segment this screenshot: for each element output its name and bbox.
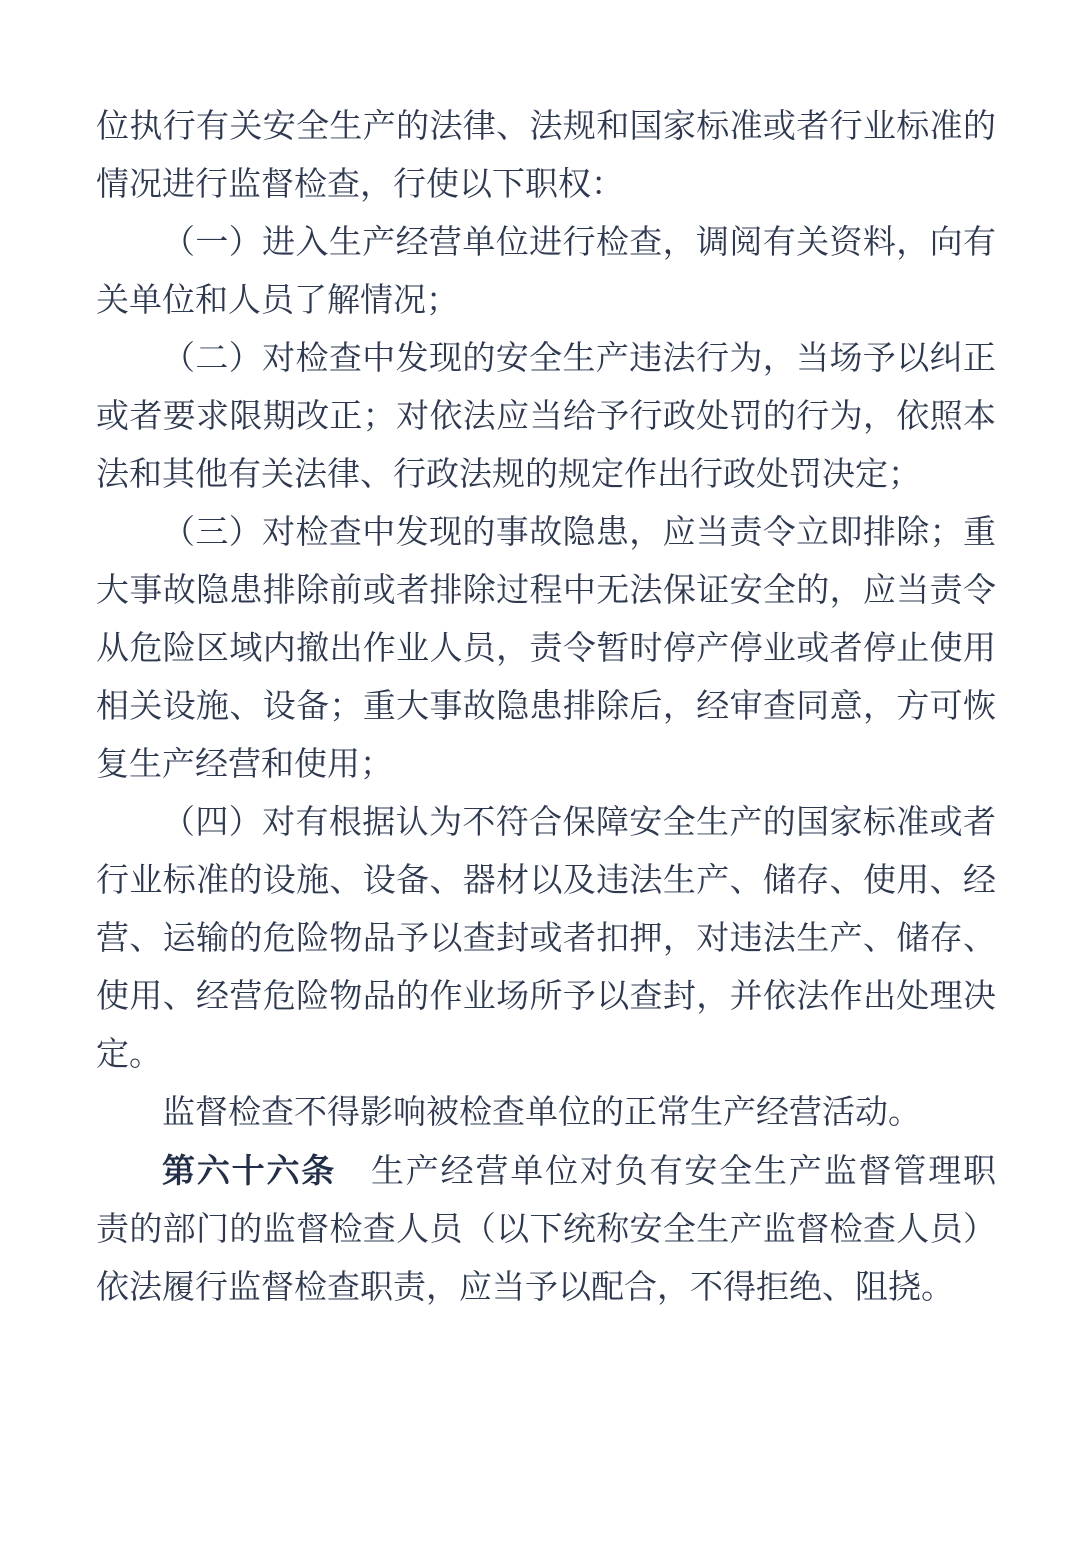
- text-line-09: 大事故隐患排除前或者排除过程中无法保证安全的，应当责令: [96, 573, 996, 609]
- text-line-08: （三）对检查中发现的事故隐患，应当责令立即排除；重: [162, 515, 996, 551]
- text-line-05: （二）对检查中发现的安全生产违法行为，当场予以纠正: [162, 341, 996, 377]
- text-line-18: 监督检查不得影响被检查单位的正常生产经营活动。: [162, 1095, 921, 1131]
- text-line-06: 或者要求限期改正；对依法应当给予行政处罚的行为，依照本: [96, 399, 996, 435]
- text-line-04: 关单位和人员了解情况；: [96, 283, 459, 319]
- text-line-07: 法和其他有关法律、行政法规的规定作出行政处罚决定；: [96, 457, 921, 493]
- text-line-20: 责的部门的监督检查人员（以下统称安全生产监督检查人员）: [96, 1212, 996, 1248]
- text-line-14: 行业标准的设施、设备、器材以及违法生产、储存、使用、经: [96, 863, 996, 899]
- text-line-21: 依法履行监督检查职责，应当予以配合，不得拒绝、阻挠。: [96, 1270, 954, 1306]
- text-line-01: 位执行有关安全生产的法律、法规和国家标准或者行业标准的: [96, 109, 996, 145]
- text-line-02: 情况进行监督检查，行使以下职权：: [96, 167, 624, 203]
- text-line-16: 使用、经营危险物品的作业场所予以查封，并依法作出处理决: [96, 979, 996, 1015]
- text-line-10: 从危险区域内撤出作业人员，责令暂时停产停业或者停止使用: [96, 631, 996, 667]
- text-line-15: 营、运输的危险物品予以查封或者扣押，对违法生产、储存、: [96, 921, 996, 957]
- document-page: [0, 98, 1080, 1317]
- text-line-03: （一）进入生产经营单位进行检查，调阅有关资料，向有: [162, 225, 996, 261]
- text-line-12: 复生产经营和使用；: [96, 747, 393, 783]
- text-line-19: [96, 1142, 996, 1201]
- text-line-17: 定。: [96, 1037, 162, 1073]
- text-line-11: 相关设施、设备；重大事故隐患排除后，经审查同意，方可恢: [96, 689, 996, 725]
- document-text: [96, 98, 996, 1317]
- text-line-13: （四）对有根据认为不符合保障安全生产的国家标准或者: [162, 805, 996, 841]
- article-lead-text: 生产经营单位对负有安全生产监督管理职: [336, 1154, 997, 1190]
- article-number: 第六十六条: [162, 1152, 337, 1189]
